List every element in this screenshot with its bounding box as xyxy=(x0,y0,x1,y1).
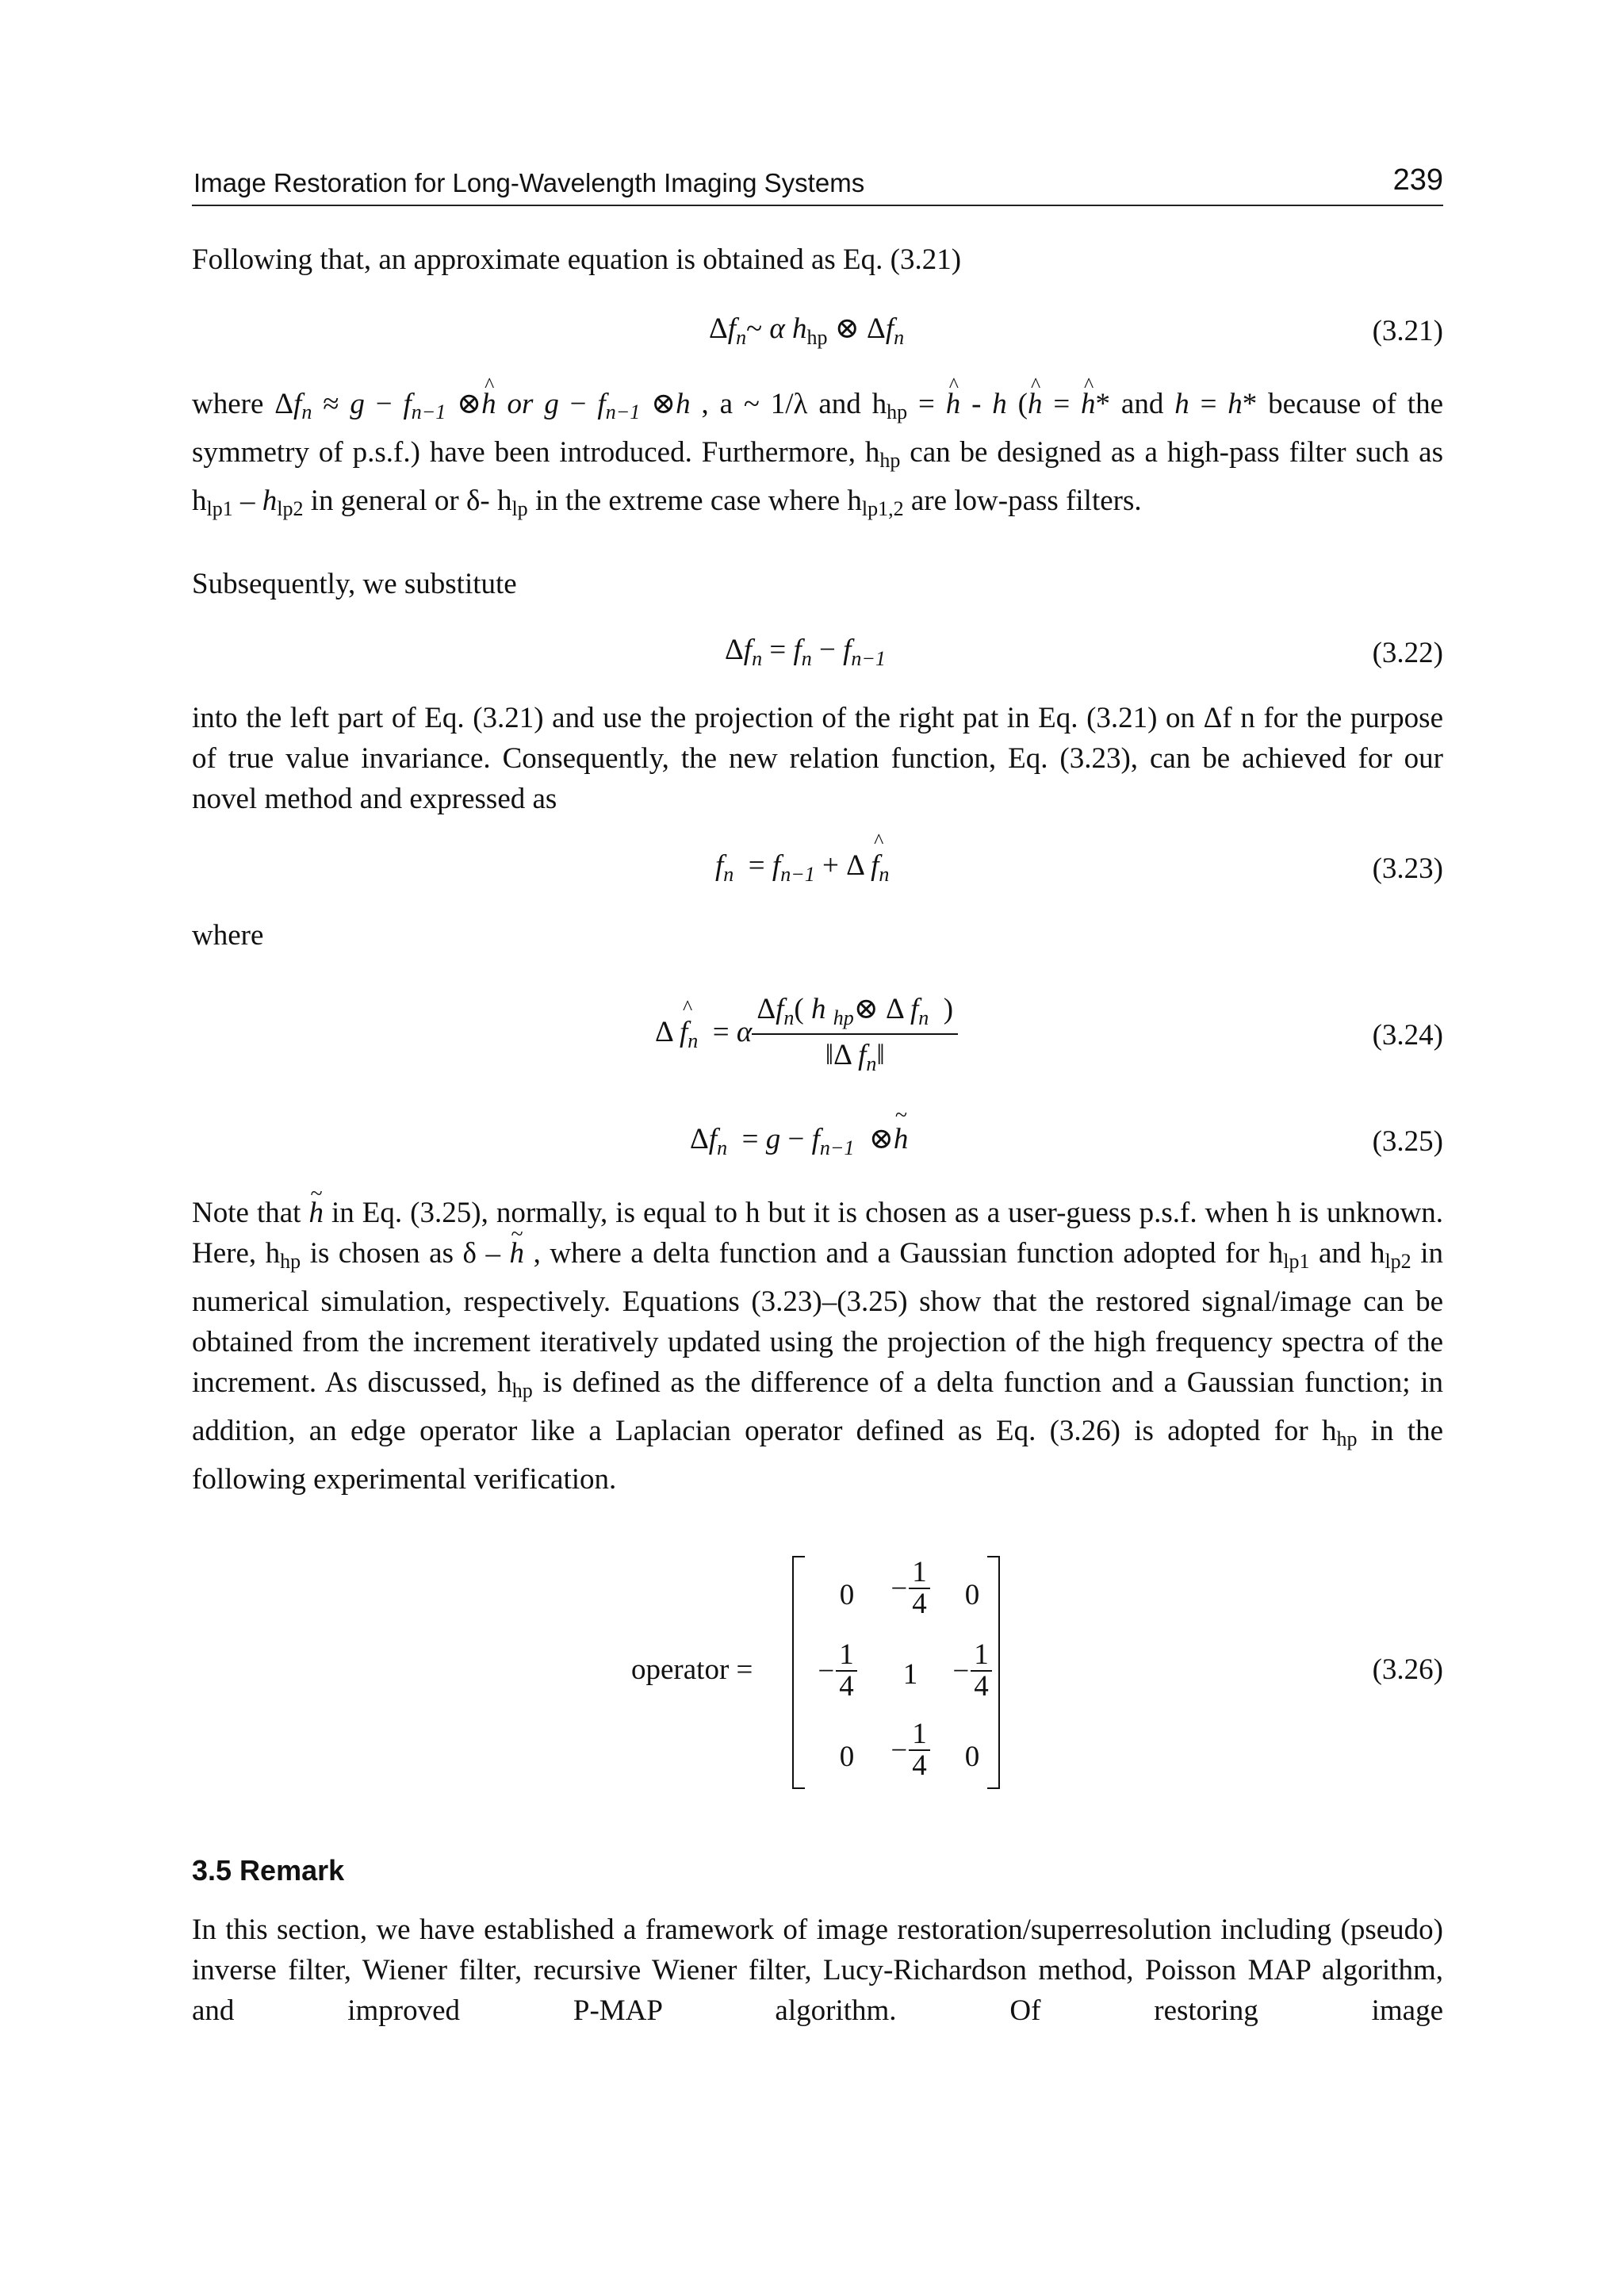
fraction: $\frac{\Delta f_n( h _{hp}\otimes \Delta f_n )}{‖\Delta f_n‖}$ xyxy=(752,991,958,1076)
paragraph-remark: In this section, we have established a framework of image restoration/superresolution including (pseudo) inverse filter, Wiener filter, recursive Wiener filter, Lucy-Richardson method, Poisson MAP algorithm, and improved P-MAP algorithm. Of restoring image xyxy=(192,1914,1443,2027)
running-header-title: Image Restoration for Long-Wavelength Imaging Systems xyxy=(193,168,865,197)
equation-number: (3.21) xyxy=(1372,315,1443,347)
equation-number: (3.26) xyxy=(1372,1653,1443,1686)
paragraph-intro: Following that, an approximate equation is obtained as Eq. (3.21) xyxy=(192,243,962,276)
paragraph-note: Note that h ~ in Eq. (3.25), normally, is equal to h but it is chosen as a user-guess p.s.f. when h is unknown. Here, hhp is chosen as δ – h ~ , where a delta function and a Gaussian function adopted for hlp1 and hlp2 in numerical simulation, respectively. Equations (3.23)–(3.25) show that the restored signal/image can be obtained from the increment iteratively updated using the projection of the high frequency spectra of the increment. As discussed, hhp is defined as the difference of a delta function and a Gaussian function; in addition, an edge operator like a Laplacian operator defined as Eq. (3.26) is adopted for hhp in the following experimental verification. xyxy=(192,1193,1443,1500)
text-run: is chosen as δ – xyxy=(309,1237,501,1270)
subscript: hp xyxy=(280,1250,301,1273)
subscript: lp xyxy=(511,497,528,520)
paragraph-where: where xyxy=(192,919,264,952)
equation-3-25-body: $\Delta f_n = g - f_{n-1}$ ⊗h ~ xyxy=(690,1121,908,1160)
subscript: hp xyxy=(879,449,901,472)
section-heading: 3.5 Remark xyxy=(192,1854,345,1887)
subscript: lp1 xyxy=(1283,1250,1310,1273)
equation-3-22 xyxy=(192,633,1443,680)
text-run: in Eq. (3.25), normally, is equal to h but it is chosen as a user-guess p.s.f. when h is unknown. Here, h xyxy=(192,1197,1444,1270)
equation-3-22-body: $\Delta f_n = f_n - f_{n-1}$ xyxy=(725,634,886,670)
equation-3-25 xyxy=(192,1121,1443,1169)
subscript: lp1,2 xyxy=(861,497,904,520)
matrix-left-bracket xyxy=(792,1556,805,1789)
equation-number: (3.24) xyxy=(1372,1019,1443,1052)
subscript: hp xyxy=(1336,1427,1358,1450)
equation-3-24-body: Δ f $\^{}_n = \alpha$ $\frac{\Delta f_n( h _{hp}\otimes \Delta f_n )}{‖\Delta f_n‖}$ xyxy=(655,991,958,1076)
h-tilde: h ~ xyxy=(308,1193,324,1233)
matrix-cell: − $\frac{1}{4}$ xyxy=(806,1640,869,1702)
equation-3-21-body: $\Delta f_n\sim$ α $h_{hp}$ ⊗ $\Delta f_n$ xyxy=(709,312,905,349)
equation-number: (3.23) xyxy=(1372,852,1443,885)
equation-3-23 xyxy=(192,849,1443,896)
text-run: , where a delta function and a Gaussian function adopted for h xyxy=(533,1237,1284,1270)
text-run: Note that xyxy=(192,1197,301,1229)
text-run: can be designed as a high-pass filter such as h xyxy=(192,436,1443,517)
matrix-cell: 0 xyxy=(964,1741,980,1773)
equation-3-23-body: $f_n = f_{n-1} + \Delta$ f $\^{}_n$ xyxy=(715,849,889,887)
subscript: hp xyxy=(511,1379,533,1402)
matrix-cell: − $\frac{1}{4}$ xyxy=(940,1640,1004,1702)
text-run: , a ~ 1/λ and h xyxy=(701,388,887,420)
matrix-cell: 0 xyxy=(839,1579,855,1611)
subscript: lp1 xyxy=(206,497,233,520)
operator-label: operator = xyxy=(631,1653,753,1686)
matrix-cell: − $\frac{1}{4}$ xyxy=(879,1719,942,1781)
matrix-cell: − $\frac{1}{4}$ xyxy=(879,1557,942,1619)
text-run: in the following experimental verification. xyxy=(192,1415,1443,1496)
paragraph-substitute: Subsequently, we substitute xyxy=(192,568,517,600)
matrix-cell: 0 xyxy=(964,1579,980,1611)
text-run: where xyxy=(192,388,264,420)
text-run: and h xyxy=(1319,1237,1385,1270)
text-run: because of the symmetry of p.s.f.) have been introduced. Furthermore, h xyxy=(192,388,1444,469)
matrix-cell: 1 xyxy=(902,1658,918,1691)
text-run: in the extreme case where h xyxy=(534,485,862,517)
equation-3-21 xyxy=(192,311,1443,358)
matrix-cell: 0 xyxy=(839,1741,855,1773)
equation-number: (3.22) xyxy=(1372,637,1443,669)
paragraph-where-hp: where Δfn ≈ g − fn−1 ⊗h ^ or g − fn−1 ⊗h , a ~ 1/λ and hhp = h ^ - h (h ^ = h ^* and h = h* because of the symmetry of p.s.f.) have been introduced. Furthermore, hhp can be designed as a high-pass filter such as hlp1 – hlp2 in general or δ- hlp in the extreme case where hlp1,2 are low-pass filters. xyxy=(192,384,1443,529)
equation-number: (3.25) xyxy=(1372,1125,1443,1158)
text-run: in general or δ- h xyxy=(310,485,512,517)
running-header xyxy=(192,163,1443,206)
subscript: hp xyxy=(887,400,908,423)
text-run: is defined as the difference of a delta function and a Gaussian function; in addition, an edge operator like a Laplacian operator defined as Eq. (3.26) is adopted for h xyxy=(192,1366,1444,1447)
text-run: in numerical simulation, respectively. Equations (3.23)–(3.25) show that the restored signal/image can be obtained from the increment iteratively updated using the projection of the high frequency spectra of the increment. As discussed, h xyxy=(192,1237,1443,1399)
equation-3-26 xyxy=(192,1546,1443,1800)
subscript: lp2 xyxy=(1385,1250,1411,1273)
paragraph-projection: into the left part of Eq. (3.21) and use the projection of the right pat in Eq. (3.21) on Δf n for the purpose of true value invariance. Consequently, the new relation function, Eq. (3.23), can be achieved for our novel method and expressed as xyxy=(192,702,1443,815)
page-number: 239 xyxy=(1392,163,1443,197)
equation-3-24 xyxy=(192,982,1443,1085)
text-run: are low-pass filters. xyxy=(910,485,1142,517)
subscript: lp2 xyxy=(277,497,304,520)
